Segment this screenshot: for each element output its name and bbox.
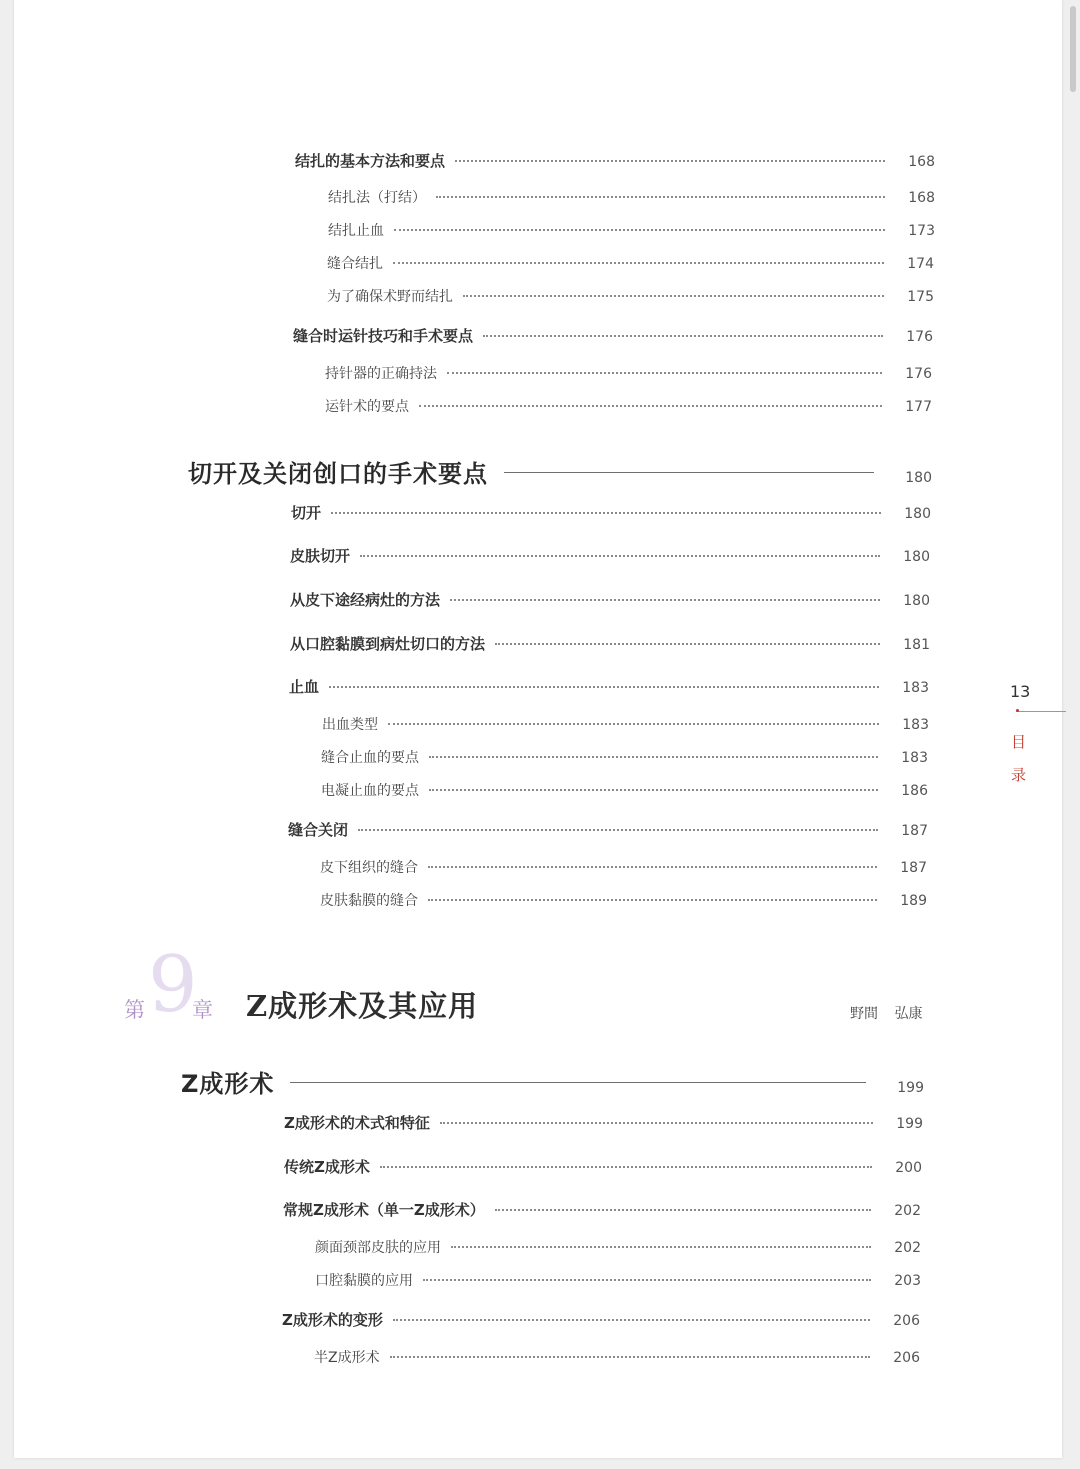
toc-page: 202	[894, 1240, 921, 1256]
toc-page: 199	[897, 1080, 924, 1096]
leader-dots	[483, 335, 883, 337]
heading-title: 切开及关闭创口的手术要点	[188, 460, 488, 488]
leader-dots	[394, 229, 885, 231]
toc-title: 皮肤黏膜的缝合	[320, 893, 418, 909]
heading-rule	[504, 472, 874, 473]
toc-title: 运针术的要点	[325, 399, 409, 415]
toc-title: 颜面颈部皮肤的应用	[315, 1240, 441, 1256]
leader-dots	[358, 829, 878, 831]
toc-page: 183	[902, 717, 929, 733]
leader-dots	[388, 723, 879, 725]
leader-dots	[390, 1356, 870, 1358]
toc-page: 183	[902, 680, 929, 696]
chapter-number: 9	[148, 940, 198, 1030]
side-dot	[1016, 709, 1019, 712]
toc-page: 180	[903, 549, 930, 565]
toc-entry[interactable]	[321, 747, 928, 767]
leader-dots	[455, 160, 885, 162]
scroll-thumb[interactable]	[1070, 6, 1076, 92]
toc-title: 为了确保术野而结扎	[327, 289, 453, 305]
toc-entry[interactable]	[315, 1270, 921, 1290]
toc-entry[interactable]	[293, 325, 933, 346]
leader-dots	[393, 262, 884, 264]
toc-title: 缝合时运针技巧和手术要点	[293, 327, 474, 345]
toc-title: 缝合止血的要点	[321, 750, 419, 766]
toc-entry[interactable]	[290, 545, 930, 566]
leader-dots	[495, 1209, 871, 1211]
toc-entry[interactable]	[295, 150, 935, 171]
chapter-author: 野間 弘康	[850, 1006, 923, 1022]
toc-page: 206	[893, 1350, 920, 1366]
toc-entry[interactable]	[327, 253, 934, 273]
toc-page: 206	[893, 1313, 920, 1329]
chapter-suffix: 章	[192, 998, 213, 1022]
toc-entry[interactable]	[288, 819, 928, 840]
toc-title: Z成形术的术式和特征	[284, 1114, 430, 1132]
toc-title: 结扎止血	[328, 223, 384, 239]
toc-title: 缝合关闭	[288, 821, 349, 839]
toc-title: 缝合结扎	[327, 256, 383, 272]
toc-title: 皮下组织的缝合	[320, 860, 418, 876]
toc-title: 从口腔黏膜到病灶切口的方法	[290, 635, 486, 653]
toc-page: 202	[894, 1203, 921, 1219]
toc-entry[interactable]	[315, 1237, 921, 1257]
toc-title: 切开	[291, 504, 322, 522]
leader-dots	[393, 1319, 870, 1321]
toc-title: 传统Z成形术	[284, 1158, 370, 1176]
scrollbar[interactable]	[1066, 0, 1076, 1469]
toc-page: 176	[906, 329, 933, 345]
toc-entry[interactable]	[320, 890, 927, 910]
toc-entry[interactable]	[325, 396, 932, 416]
toc-page: 189	[900, 893, 927, 909]
section-label: 目录	[1011, 733, 1027, 784]
toc-page: 186	[901, 783, 928, 799]
toc-page: 168	[908, 154, 935, 170]
toc-entry[interactable]	[291, 502, 931, 523]
leader-dots	[429, 789, 878, 791]
toc-page: 183	[901, 750, 928, 766]
toc-page: 203	[894, 1273, 921, 1289]
leader-dots	[451, 1246, 871, 1248]
leader-dots	[440, 1122, 873, 1124]
toc-title: 半Z成形术	[314, 1350, 380, 1366]
toc-page: 168	[908, 190, 935, 206]
toc-entry[interactable]	[327, 286, 934, 306]
toc-entry[interactable]	[322, 714, 929, 734]
leader-dots	[436, 196, 885, 198]
leader-dots	[419, 405, 882, 407]
leader-dots	[495, 643, 880, 645]
toc-title: 结扎的基本方法和要点	[295, 152, 446, 170]
leader-dots	[380, 1166, 872, 1168]
heading-title: Z成形术	[181, 1070, 275, 1098]
toc-page: 200	[895, 1160, 922, 1176]
toc-title: 出血类型	[322, 717, 378, 733]
toc-page: 177	[905, 399, 932, 415]
leader-dots	[331, 512, 881, 514]
toc-entry[interactable]	[321, 780, 928, 800]
toc-entry[interactable]	[320, 857, 927, 877]
toc-entry[interactable]	[290, 589, 930, 610]
toc-page: 180	[904, 506, 931, 522]
toc-entry[interactable]	[328, 220, 935, 240]
toc-page: 173	[908, 223, 935, 239]
toc-entry[interactable]	[284, 1156, 922, 1177]
toc-title: 口腔黏膜的应用	[315, 1273, 413, 1289]
toc-title: 止血	[289, 678, 320, 696]
toc-entry[interactable]	[328, 187, 935, 207]
toc-title: 从皮下途经病灶的方法	[290, 591, 441, 609]
toc-page: 176	[905, 366, 932, 382]
leader-dots	[450, 599, 880, 601]
leader-dots	[463, 295, 884, 297]
toc-entry[interactable]	[284, 1112, 923, 1133]
toc-page: 181	[903, 637, 930, 653]
leader-dots	[360, 555, 880, 557]
toc-entry[interactable]	[290, 633, 930, 654]
leader-dots	[447, 372, 882, 374]
toc-entry[interactable]	[325, 363, 932, 383]
toc-page: 180	[905, 470, 932, 486]
toc-page: 187	[900, 860, 927, 876]
toc-entry[interactable]	[283, 1199, 921, 1220]
leader-dots	[423, 1279, 871, 1281]
side-divider	[1016, 711, 1066, 712]
heading-rule	[290, 1082, 866, 1083]
chapter-title[interactable]: Z成形术及其应用	[246, 989, 479, 1023]
toc-title: 结扎法（打结）	[328, 190, 426, 206]
leader-dots	[428, 899, 877, 901]
toc-title: 持针器的正确持法	[325, 366, 437, 382]
toc-title: 皮肤切开	[290, 547, 351, 565]
toc-page: 199	[896, 1116, 923, 1132]
toc-page: 187	[901, 823, 928, 839]
toc-page: 180	[903, 593, 930, 609]
toc-page: 174	[907, 256, 934, 272]
leader-dots	[329, 686, 879, 688]
leader-dots	[429, 756, 878, 758]
toc-entry[interactable]	[314, 1347, 920, 1367]
toc-heading[interactable]	[188, 454, 932, 489]
toc-title: Z成形术的变形	[282, 1311, 383, 1329]
toc-title: 常规Z成形术（单一Z成形术）	[283, 1201, 485, 1219]
toc-entry[interactable]	[282, 1309, 920, 1330]
toc-page: 175	[907, 289, 934, 305]
toc-heading[interactable]	[181, 1064, 924, 1099]
page-number: 13	[1010, 682, 1031, 701]
leader-dots	[428, 866, 877, 868]
toc-entry[interactable]	[289, 676, 929, 697]
chapter-prefix: 第	[124, 998, 145, 1022]
toc-title: 电凝止血的要点	[321, 783, 419, 799]
